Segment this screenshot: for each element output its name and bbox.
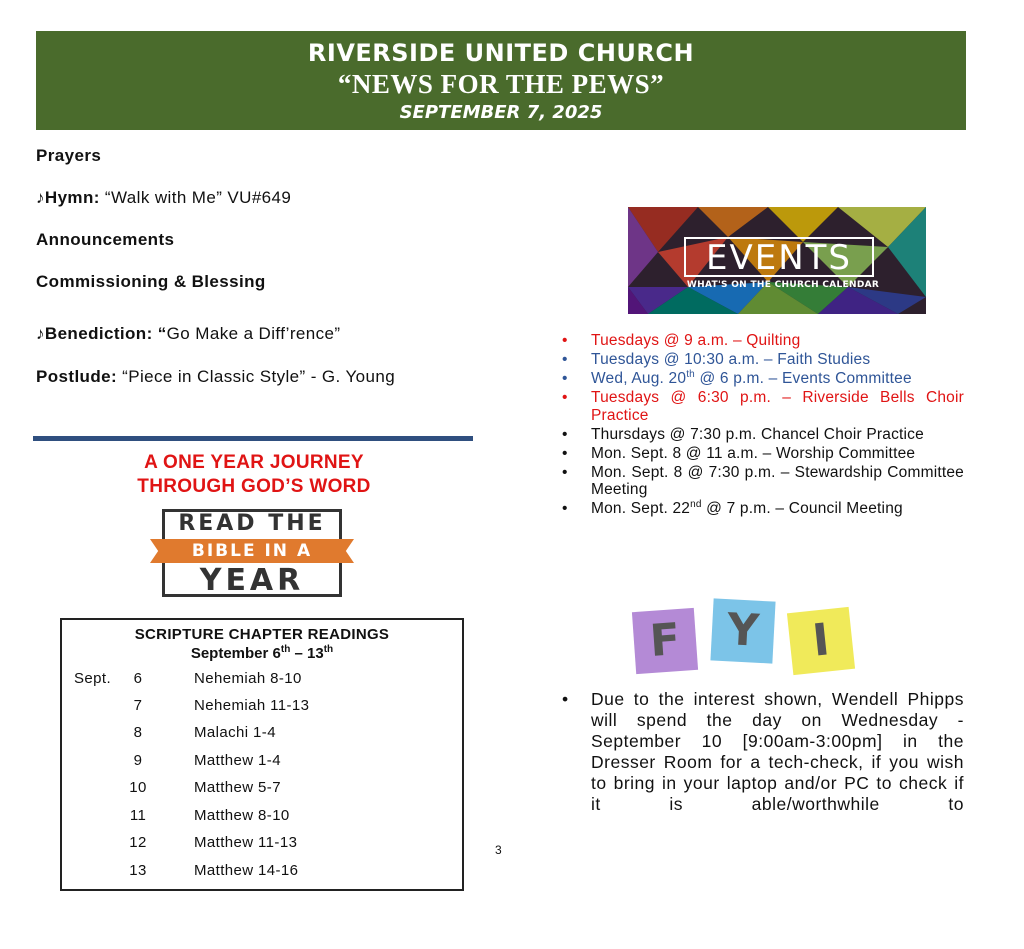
- bullet-icon: •: [562, 351, 568, 368]
- reading-day: 12: [129, 834, 147, 851]
- events-subtitle: WHAT'S ON THE CHURCH CALENDAR: [686, 280, 880, 290]
- scripture-title: SCRIPTURE CHAPTER READINGS: [134, 626, 390, 643]
- bullet-icon: •: [562, 389, 568, 406]
- order-commissioning: Commissioning & Blessing: [36, 272, 266, 291]
- event-item: [560, 351, 964, 369]
- reading-row: [62, 670, 462, 692]
- order-announcements: Announcements: [36, 230, 175, 249]
- fyi-letter-y: Y: [710, 598, 775, 663]
- event-item: [560, 500, 964, 518]
- reading-reference: Nehemiah 8-10: [194, 670, 302, 687]
- reading-row: [62, 834, 462, 856]
- bullet-icon: •: [562, 425, 568, 443]
- event-text: Mon. Sept. 22: [591, 500, 691, 517]
- reading-day: 13: [129, 862, 147, 879]
- event-item: [560, 445, 964, 463]
- bullet-icon: •: [562, 444, 568, 462]
- logo-read-text: READ THE: [178, 511, 326, 536]
- reading-row: [62, 807, 462, 829]
- reading-reference: Matthew 11-13: [194, 834, 298, 851]
- reading-day: 11: [129, 807, 147, 824]
- journey-heading-line2: THROUGH GOD’S WORD: [137, 476, 371, 497]
- order-postlude: [36, 367, 446, 387]
- hymn-text: “Walk with Me” VU#649: [99, 188, 292, 207]
- fyi-letter-i: I: [787, 607, 855, 675]
- bullet-icon: •: [562, 370, 568, 387]
- read-bible-in-a-year-logo: [150, 505, 356, 599]
- bullet-icon: •: [562, 463, 568, 481]
- order-hymn: [36, 188, 291, 208]
- newsletter-header: [36, 31, 966, 130]
- event-text: Tuesdays @ 6:30 p.m. – Riverside Bells Choir Practice: [591, 389, 964, 424]
- postlude-text: “Piece in Classic Style” - G. Young: [117, 367, 396, 386]
- reading-reference: Matthew 8-10: [194, 807, 290, 824]
- page-number: 3: [495, 843, 502, 857]
- reading-reference: Matthew 1-4: [194, 752, 281, 769]
- benediction-text: Go Make a Diff’rence”: [166, 324, 341, 343]
- reading-day: 9: [133, 752, 143, 769]
- range-end: – 13: [290, 645, 324, 662]
- reading-row: [62, 862, 462, 884]
- event-item: [560, 370, 964, 388]
- hymn-label: ♪Hymn:: [36, 188, 100, 207]
- reading-row: [62, 724, 462, 746]
- reading-day: 7: [133, 697, 143, 714]
- reading-day: 10: [129, 779, 147, 796]
- event-text: Wed, Aug. 20: [591, 370, 687, 387]
- section-divider: [33, 436, 473, 441]
- logo-bible-text: BIBLE IN A: [191, 541, 313, 561]
- event-text: Tuesdays @ 9 a.m. – Quilting: [591, 332, 801, 349]
- reading-row: [62, 697, 462, 719]
- event-text: @ 6 p.m. – Events Committee: [694, 370, 912, 387]
- events-banner-image: [628, 207, 926, 314]
- reading-day: 8: [133, 724, 143, 741]
- bullet-icon: •: [562, 500, 568, 517]
- event-text: Mon. Sept. 8 @ 7:30 p.m. – Stewardship Committee Meeting: [591, 463, 964, 498]
- fyi-letter-f: F: [632, 608, 698, 674]
- reading-day: 6: [133, 670, 143, 687]
- events-list: [560, 332, 964, 519]
- reading-reference: Matthew 14-16: [194, 862, 299, 879]
- event-item: [560, 426, 964, 444]
- range-end-suffix: th: [323, 644, 334, 655]
- church-name: RIVERSIDE UNITED CHURCH: [307, 39, 695, 67]
- bullet-icon: •: [562, 332, 568, 349]
- reading-row: [62, 752, 462, 774]
- event-ordinal-suffix: nd: [690, 498, 702, 510]
- fyi-image: [632, 598, 862, 678]
- event-text: Tuesdays @ 10:30 a.m. – Faith Studies: [591, 351, 871, 368]
- event-item: [560, 332, 964, 350]
- scripture-readings-box: [60, 618, 464, 891]
- reading-row: [62, 779, 462, 801]
- newsletter-title: “NEWS FOR THE PEWS”: [337, 69, 665, 99]
- benediction-label: ♪Benediction: “: [36, 324, 167, 343]
- events-word: EVENTS: [705, 238, 852, 278]
- fyi-item: [560, 689, 964, 815]
- reading-reference: Malachi 1-4: [194, 724, 276, 741]
- logo-year-text: YEAR: [199, 563, 305, 598]
- reading-month: Sept.: [74, 670, 112, 687]
- scripture-date-range: [62, 644, 462, 662]
- event-item: [560, 464, 964, 499]
- bullet-icon: •: [562, 689, 569, 709]
- newsletter-date: SEPTEMBER 7, 2025: [399, 102, 603, 123]
- reading-reference: Nehemiah 11-13: [194, 697, 310, 714]
- event-item: [560, 389, 964, 424]
- journey-heading-line1: A ONE YEAR JOURNEY: [144, 452, 364, 473]
- range-start: September 6: [190, 645, 281, 662]
- range-start-suffix: th: [280, 644, 291, 655]
- event-ordinal-suffix: th: [686, 368, 695, 380]
- order-prayers: Prayers: [36, 146, 102, 165]
- event-text: Thursdays @ 7:30 p.m. Chancel Choir Practice: [591, 425, 924, 443]
- postlude-label: Postlude:: [36, 367, 118, 386]
- order-benediction: [36, 324, 340, 344]
- fyi-list: [560, 689, 964, 815]
- event-text: @ 7 p.m. – Council Meeting: [701, 500, 903, 517]
- fyi-text: Due to the interest shown, Wendell Phipps will spend the day on Wednesday - September 10 [9:00am-3:00pm] in the Dresser Room for a tech-check, if you wish to bring in your laptop and/or PC to check if it is able/worthwhile to: [591, 689, 964, 814]
- reading-reference: Matthew 5-7: [194, 779, 281, 796]
- event-text: Mon. Sept. 8 @ 11 a.m. – Worship Committee: [591, 444, 916, 462]
